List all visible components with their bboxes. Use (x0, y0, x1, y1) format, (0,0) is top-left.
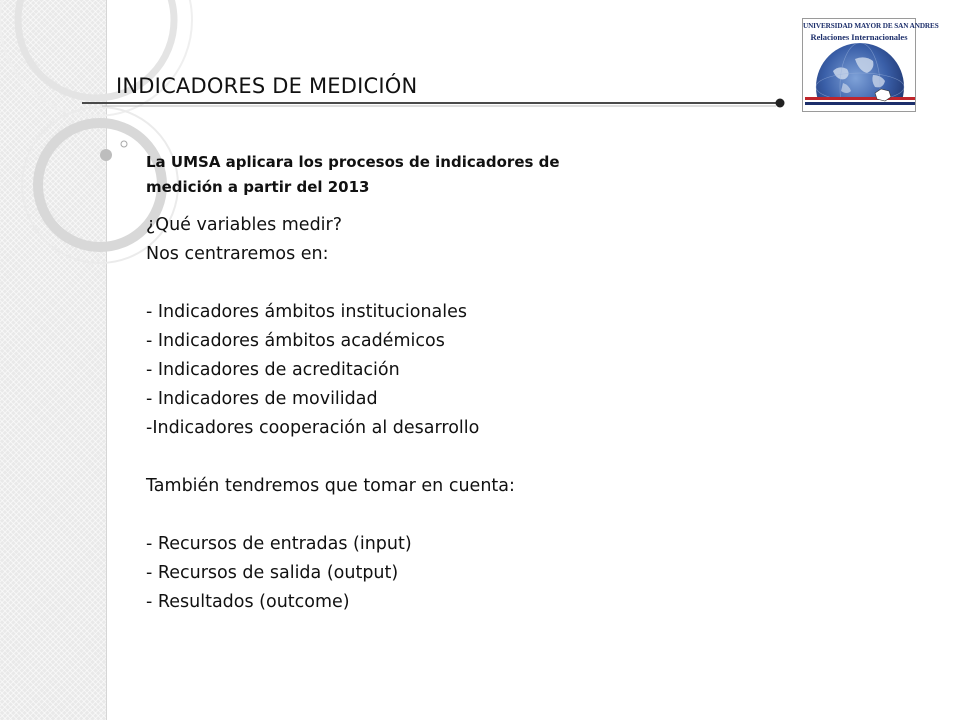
indicator-item: - Indicadores de movilidad (146, 389, 378, 409)
university-logo (802, 18, 939, 112)
slide-body (146, 150, 766, 617)
spacer (146, 443, 766, 472)
indicator-item: - Indicadores de acreditación (146, 360, 400, 380)
focus-intro-line: Nos centraremos en: (146, 244, 329, 264)
intro-line: La UMSA aplicara los procesos de indicadores de (146, 153, 560, 171)
indicator-item: - Indicadores ámbitos académicos (146, 331, 445, 351)
resource-item: - Resultados (outcome) (146, 592, 350, 612)
spacer (146, 269, 766, 298)
spacer (146, 501, 766, 530)
indicator-item: -Indicadores cooperación al desarrollo (146, 418, 480, 438)
text-block (146, 211, 766, 617)
indicator-item: - Indicadores ámbitos institucionales (146, 302, 468, 322)
logo-university-name: UNIVERSIDAD MAYOR DE SAN ANDRES (803, 22, 939, 30)
intro-line: medición a partir del 2013 (146, 178, 370, 196)
resource-item: - Recursos de salida (output) (146, 563, 399, 583)
intro-paragraph (146, 150, 766, 200)
page-title: INDICADORES DE MEDICIÓN (116, 74, 418, 98)
title-underline (82, 95, 792, 111)
resource-item: - Recursos de entradas (input) (146, 534, 412, 554)
logo-department-name: Relaciones Internacionales (810, 32, 908, 42)
question-line: ¿Qué variables medir? (146, 215, 343, 235)
also-intro-line: También tendremos que tomar en cuenta: (146, 476, 515, 496)
